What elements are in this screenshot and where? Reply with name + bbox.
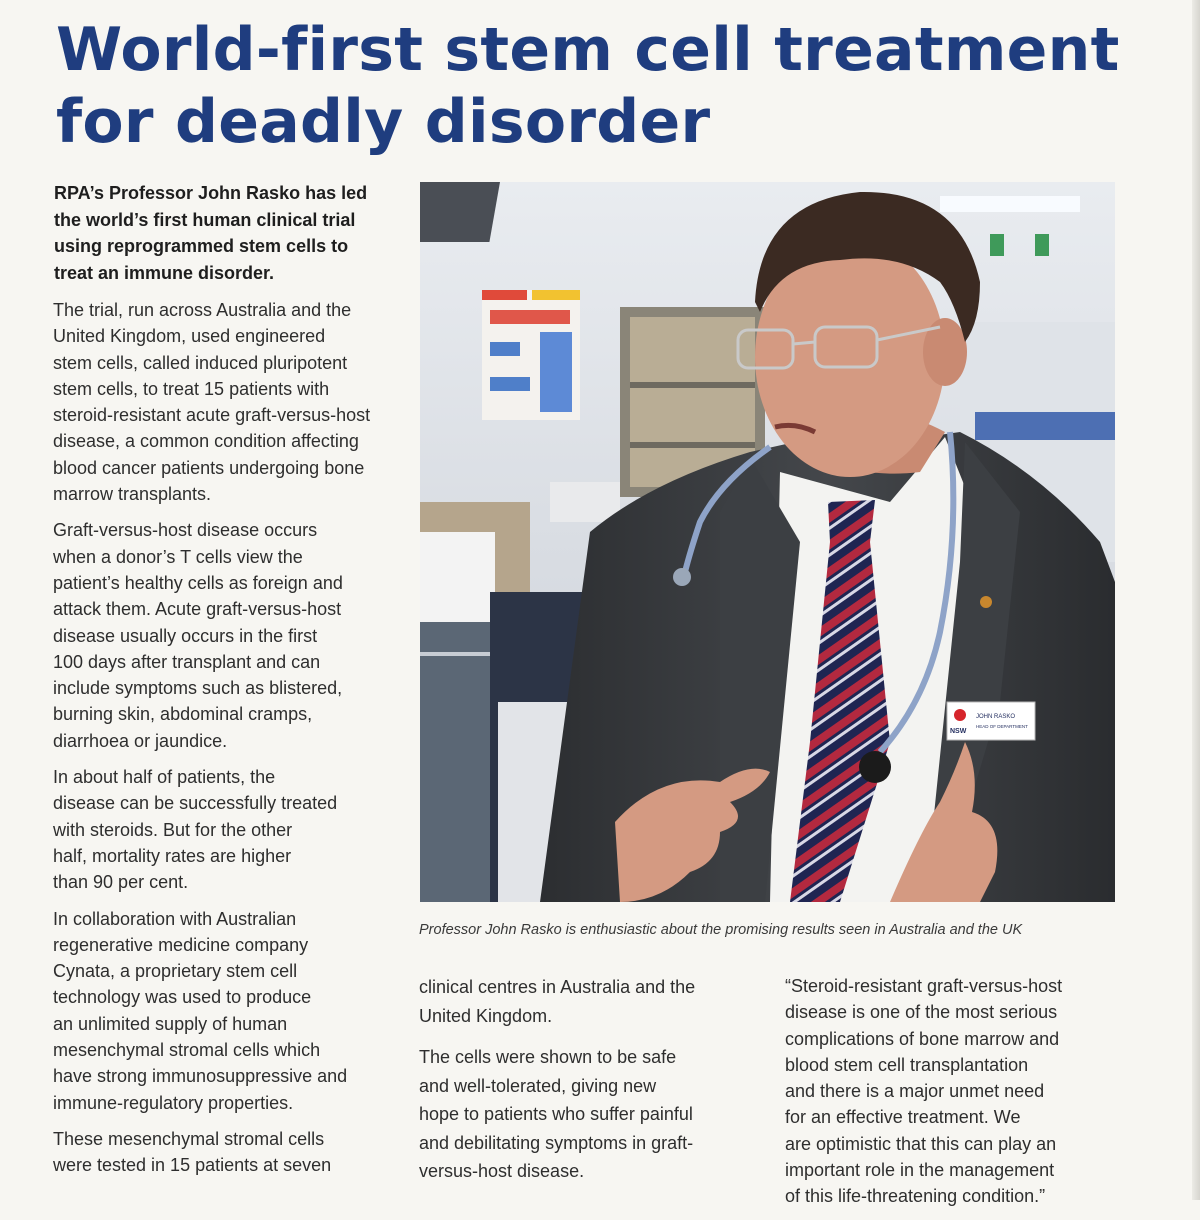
body-line: versus-host disease. [419, 1161, 585, 1181]
body-line: disease is one of the most serious [785, 1002, 1058, 1023]
body-line: important role in the management [785, 1160, 1055, 1181]
body-line: immune-regulatory properties. [53, 1092, 294, 1113]
body-line: In collaboration with Australian [53, 908, 297, 929]
article-lead [54, 180, 394, 286]
body-line: United Kingdom, used engineered [53, 326, 326, 347]
body-line: were tested in 15 patients at seven [53, 1155, 332, 1176]
body-paragraph [419, 1043, 739, 1186]
body-paragraph [53, 297, 393, 507]
name-badge [947, 702, 1035, 740]
body-line: when a donor’s T cells view the [53, 546, 303, 567]
body-line: attack them. Acute graft-versus-host [53, 599, 342, 620]
body-line: steroid-resistant acute graft-versus-host [53, 405, 371, 426]
headline-line: for deadly disorder [56, 87, 711, 157]
lead-line: RPA’s Professor John Rasko has led [54, 183, 368, 203]
body-line: United Kingdom. [419, 1005, 553, 1026]
body-line: Cynata, a proprietary stem cell [53, 961, 298, 982]
badge-logo: NSW [950, 728, 967, 735]
body-paragraph [53, 906, 393, 1116]
body-line: disease usually occurs in the first [53, 625, 318, 646]
body-line: for an effective treatment. We [785, 1107, 1021, 1128]
body-line: have strong immunosuppressive and [53, 1066, 348, 1087]
body-paragraph [53, 1126, 393, 1179]
page-gutter [1192, 0, 1200, 1200]
body-line: than 90 per cent. [53, 872, 189, 893]
body-line: In about half of patients, the [53, 767, 276, 788]
body-line: an unlimited supply of human [53, 1013, 288, 1034]
body-line: burning skin, abdominal cramps, [53, 704, 313, 725]
professor-photo [420, 182, 1115, 902]
body-paragraph [53, 764, 393, 895]
body-line: The trial, run across Australia and the [53, 300, 352, 320]
body-line: diarrhoea or jaundice. [53, 730, 228, 751]
middle-column [419, 973, 739, 1199]
body-line: complications of bone marrow and [785, 1028, 1060, 1049]
photo-caption: Professor John Rasko is enthusiastic about the promising results seen in Australia and the UK [419, 922, 1023, 938]
body-line: and debilitating symptoms in graft- [419, 1132, 694, 1153]
article-photo [420, 182, 1115, 902]
lead-line: the world’s first human clinical trial [54, 209, 356, 230]
badge-name: JOHN RASKO [976, 714, 1016, 720]
body-line: with steroids. But for the other [53, 819, 293, 840]
body-line: “Steroid-resistant graft-versus-host [785, 976, 1063, 996]
lead-line: treat an immune disorder. [54, 262, 275, 283]
body-line: These mesenchymal stromal cells [53, 1128, 325, 1149]
body-line: regenerative medicine company [53, 934, 309, 955]
body-line: disease, a common condition affecting [53, 431, 359, 452]
left-column [53, 297, 393, 1189]
body-line: mesenchymal stromal cells which [53, 1040, 321, 1061]
body-line: technology was used to produce [53, 987, 312, 1008]
body-line: blood cancer patients undergoing bone [53, 457, 365, 478]
body-line: blood stem cell transplantation [785, 1054, 1029, 1075]
body-line: patient’s healthy cells as foreign and [53, 572, 343, 593]
body-line: disease can be successfully treated [53, 793, 338, 814]
article-headline [56, 14, 1156, 158]
body-line: are optimistic that this can play an [785, 1133, 1057, 1154]
body-line: half, mortality rates are higher [53, 845, 292, 866]
body-line: of this life-threatening condition.” [785, 1186, 1046, 1207]
body-paragraph [419, 973, 739, 1030]
body-line: stem cells, called induced pluripotent [53, 352, 348, 373]
body-paragraph [785, 973, 1115, 1210]
body-line: The cells were shown to be safe [419, 1047, 677, 1067]
headline-line: World-first stem cell treatment [56, 15, 1120, 85]
badge-role: HEAD OF DEPARTMENT [976, 724, 1028, 729]
body-line: hope to patients who suffer painful [419, 1104, 693, 1124]
lead-line: using reprogrammed stem cells to [54, 236, 349, 256]
body-line: marrow transplants. [53, 484, 212, 505]
body-line: include symptoms such as blistered, [53, 678, 343, 699]
body-line: and there is a major unmet need [785, 1081, 1045, 1102]
body-line: Graft-versus-host disease occurs [53, 520, 318, 541]
right-column [785, 973, 1115, 1220]
body-line: and well-tolerated, giving new [419, 1075, 657, 1096]
body-paragraph [53, 517, 393, 754]
body-line: clinical centres in Australia and the [419, 977, 696, 997]
body-line: stem cells, to treat 15 patients with [53, 378, 330, 399]
body-line: 100 days after transplant and can [53, 651, 321, 672]
